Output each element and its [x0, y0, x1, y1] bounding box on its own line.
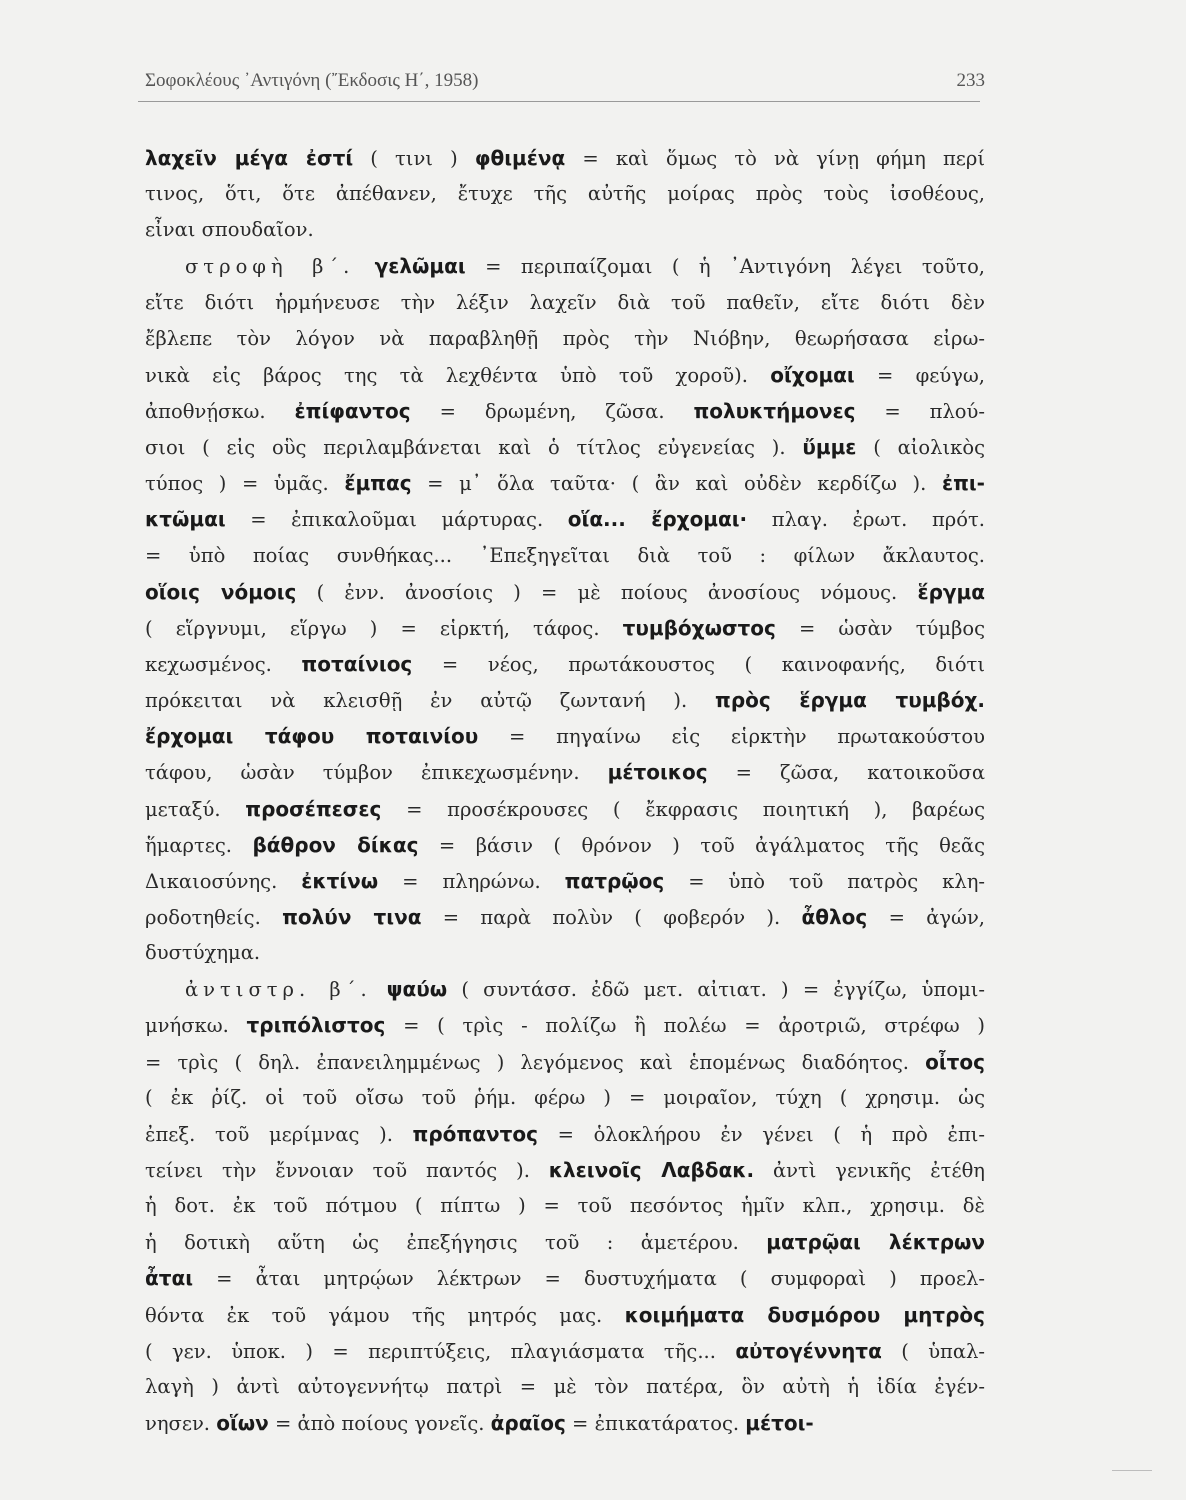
gloss: = τρὶς ( δηλ. ἐπανειλημμένως ) λεγόμενος καὶ ἑπομένως διαδόητος.	[145, 1050, 926, 1074]
lemma: ἐκτίνω	[301, 868, 379, 893]
lemma: ψαύω	[371, 977, 448, 1002]
gloss: μεταξύ.	[145, 797, 246, 821]
lemma: ἀραῖος	[490, 1410, 566, 1435]
lemma: αὐτογέννητα	[735, 1338, 882, 1363]
text-line	[145, 212, 985, 248]
text-line	[145, 646, 985, 682]
text-line	[145, 538, 985, 574]
text-line	[145, 1405, 985, 1441]
gloss: θόντα ἐκ τοῦ γάμου τῆς μητρός μας.	[145, 1303, 625, 1327]
header-rule	[138, 101, 980, 102]
gloss: = ὑπὸ ποίας συνθήκας... ᾿Επεξηγεῖται διὰ τοῦ : φίλων ἄκλαυτος.	[145, 543, 985, 567]
text-line	[145, 574, 985, 610]
gloss: = ( τρὶς - πολίζω ἢ πολέω = ἀροτριῶ, στρέφω )	[385, 1014, 985, 1038]
gloss: = ἀπὸ ποίους γονεῖς.	[268, 1411, 491, 1435]
lemma: τυμβόχωστος	[622, 615, 776, 640]
lemma: ποταίνιος	[301, 651, 413, 676]
gloss: = μ᾿ ὅλα ταῦτα· ( ἂν καὶ οὐδὲν κερδίζω ).	[411, 472, 942, 496]
gloss: σιοι ( εἰς οὓς περιλαμβάνεται καὶ ὁ τίτλος εὐγενείας ).	[145, 436, 803, 460]
gloss: πρόκειται νὰ κλεισθῇ ἐν αὐτῷ ζωντανή ).	[145, 689, 716, 713]
text-line	[145, 248, 985, 284]
gloss: τάφου, ὡσὰν τύμβον ἐπικεχωσμένην.	[145, 761, 608, 785]
text-line	[145, 1224, 985, 1260]
lemma: ἆθλος	[801, 904, 868, 929]
lemma: κτῶμαι	[145, 507, 226, 532]
text-line	[145, 610, 985, 646]
running-head	[145, 70, 985, 92]
commentary-text	[145, 140, 985, 1441]
gloss: ἡ δοτ. ἐκ τοῦ πότμου ( πίπτω ) = τοῦ πεσόντος ἡμῖν κλπ., χρησιμ. δὲ	[145, 1194, 985, 1218]
text-line	[145, 1007, 985, 1043]
gloss: = ὁλοκλήρου ἐν γένει ( ἡ πρὸ ἐπι-	[537, 1122, 985, 1146]
text-line	[145, 285, 985, 321]
gloss: ροδοτηθείς.	[145, 905, 283, 929]
page-number: 233	[956, 70, 985, 91]
text-line	[145, 935, 985, 971]
gloss: = πηγαίνω εἰς εἱρκτὴν πρωτακούστου	[478, 725, 986, 749]
lemma: κοιμήματα δυσμόρου μητρὸς	[624, 1302, 985, 1327]
text-line	[145, 501, 985, 537]
text-line	[145, 1116, 985, 1152]
gloss: = ἀγών,	[867, 905, 986, 929]
lemma: τριπόλιστος	[246, 1013, 386, 1038]
lemma: οἴχομαι	[770, 362, 855, 387]
lemma: ὔμμε	[802, 435, 857, 460]
text-line	[145, 754, 985, 790]
gloss: ( ὑπαλ-	[881, 1339, 985, 1363]
text-line	[145, 1369, 985, 1405]
lemma: ἆται	[145, 1266, 194, 1291]
gloss: = καὶ ὅμως τὸ νὰ γίνῃ φήμη περί	[565, 147, 985, 170]
gloss: νικὰ εἰς βάρος της τὰ λεχθέντα ὑπὸ τοῦ χοροῦ).	[145, 363, 771, 387]
lemma: ἔρχομαι τάφου ποταινίου	[145, 724, 479, 749]
lemma: μέτοι-	[745, 1410, 814, 1435]
gloss: ἡ δοτικὴ αὕτη ὡς ἐπεξήγησις τοῦ : ἁμετέρου.	[145, 1231, 767, 1255]
gloss: = ὡσὰν τύμβος	[775, 616, 985, 640]
lemma: λαχεῖν μέγα ἐστί	[145, 146, 354, 170]
gloss: τύπος ) = ὑμᾶς.	[145, 472, 345, 496]
lemma: κλεινοῖς Λαβδακ.	[548, 1157, 755, 1182]
text-line	[145, 718, 985, 754]
lemma: πολύν τινα	[282, 904, 422, 929]
lemma: ἐπι-	[941, 471, 985, 496]
text-line	[145, 465, 985, 501]
text-line	[145, 1260, 985, 1296]
gloss: ( γεν. ὑποκ. ) = περιπτύξεις, πλαγιάσματα τῆς...	[145, 1339, 736, 1363]
gloss: ( ἐνν. ἀνοσίοις ) = μὲ ποίους ἀνοσίους νόμους.	[296, 580, 918, 604]
text-line	[145, 791, 985, 827]
lemma: βάθρον δίκας	[252, 832, 419, 857]
gloss: = πληρώνω.	[378, 869, 565, 893]
gloss: ἀποθνῄσκω.	[145, 399, 295, 423]
section-label: στροφὴ β΄.	[185, 255, 355, 279]
lemma: γελῶμαι	[354, 254, 466, 279]
text-line	[145, 863, 985, 899]
gloss: ( συντάσσ. ἐδῶ μετ. αἰτιατ. ) = ἐγγίζω, ὑπομι-	[447, 978, 986, 1002]
gloss: = ἐπικατάρατος.	[565, 1411, 746, 1435]
lemma: οἵοις νόμοις	[145, 579, 297, 604]
text-line	[145, 1333, 985, 1369]
gloss: = φεύγω,	[854, 363, 985, 387]
gloss: μνήσκω.	[145, 1014, 247, 1038]
section-label: ἀντιστρ. β΄.	[185, 978, 372, 1002]
text-line	[145, 682, 985, 718]
text-line	[145, 357, 985, 393]
scan-mark	[1112, 1470, 1152, 1471]
gloss: = περιπαίζομαι ( ἡ ᾿Αντιγόνη λέγει τοῦτο,	[465, 255, 986, 279]
gloss: ἔβλεπε τὸν λόγον νὰ παραβληθῇ πρὸς τὴν Νιόβην, θεωρήσασα εἰρω-	[145, 326, 985, 350]
gloss: ἀντὶ γενικῆς ἐτέθη	[754, 1158, 985, 1182]
lemma: ἕργμα	[917, 579, 985, 604]
lemma: ἔμπας	[344, 471, 412, 496]
gloss: = ζῶσα, κατοικοῦσα	[707, 761, 985, 785]
gloss: = προσέκρουσες ( ἔκφρασις ποιητική ), βαρέως	[381, 797, 985, 821]
gloss: ( εἵργνυμι, εἵργω ) = εἱρκτή, τάφος.	[145, 616, 623, 640]
text-line	[145, 321, 985, 357]
lemma: μέτοικος	[607, 760, 708, 785]
text-line	[145, 1044, 985, 1080]
text-line	[145, 899, 985, 935]
gloss: = δρωμένη, ζῶσα.	[410, 399, 694, 423]
gloss: = ἐπικαλοῦμαι μάρτυρας.	[225, 508, 568, 532]
text-line	[145, 176, 985, 212]
lemma: πρόπαντος	[412, 1121, 538, 1146]
gloss: δυστύχημα.	[145, 941, 261, 965]
lemma: ἐπίφαντος	[294, 398, 411, 423]
lemma: οἵα... ἔρχομαι·	[567, 507, 748, 532]
lemma: πρὸς ἕργμα τυμβόχ.	[715, 688, 985, 713]
text-line	[145, 429, 985, 465]
gloss: πλαγ. ἐρωτ. πρότ.	[747, 508, 985, 532]
lemma: φθιμένᾳ	[474, 146, 566, 170]
lemma: οἶτος	[925, 1049, 985, 1074]
gloss: ( τινι )	[353, 147, 475, 170]
gloss: νησεν.	[145, 1411, 217, 1435]
text-line	[145, 827, 985, 863]
gloss: Δικαιοσύνης.	[145, 869, 302, 893]
gloss: = ὑπὸ τοῦ πατρὸς κλη-	[664, 869, 985, 893]
gloss: τείνει τὴν ἔννοιαν τοῦ παντός ).	[145, 1158, 549, 1182]
gloss: = πλού-	[855, 399, 985, 423]
text-line	[145, 1152, 985, 1188]
gloss: ( αἰολικὸς	[856, 436, 985, 460]
lemma: οἵων	[216, 1410, 269, 1435]
text-line	[145, 140, 985, 176]
gloss: = ἆται μητρῴων λέκτρων = δυστυχήματα ( συμφοραὶ ) προελ-	[193, 1267, 985, 1291]
lemma: ματρῷαι λέκτρων	[766, 1230, 986, 1255]
gloss: = νέος, πρωτάκουστος ( καινοφανής, διότι	[412, 652, 985, 676]
gloss: τινος, ὅτι, ὅτε ἀπέθανεν, ἔτυχε τῆς αὐτῆς μοίρας πρὸς τοὺς ἰσοθέους,	[145, 182, 985, 206]
gloss: λαγὴ ) ἀντὶ αὐτογεννήτῳ πατρὶ = μὲ τὸν πατέρα, ὃν αὐτὴ ἡ ἰδία ἐγέν-	[145, 1374, 985, 1398]
text-line	[145, 393, 985, 429]
gloss: ( ἐκ ῥίζ. οἱ τοῦ οἴσω τοῦ ῥήμ. φέρω ) = μοιραῖον, τύχη ( χρησιμ. ὡς	[145, 1085, 985, 1109]
gloss: = παρὰ πολὺν ( φοβερόν ).	[421, 905, 802, 929]
gloss: εἴτε διότι ἡρμήνευσε τὴν λέξιν λαχεῖν διὰ τοῦ παθεῖν, εἴτε διότι δὲν	[145, 290, 985, 314]
running-title: Σοφοκλέους ᾿Αντιγόνη (῎Εκδοσις Η΄, 1958)	[145, 70, 479, 91]
gloss: ἥμαρτες.	[145, 833, 253, 857]
text-line	[145, 971, 985, 1007]
lemma: προσέπεσες	[245, 796, 382, 821]
text-line	[145, 1080, 985, 1116]
gloss: ἐπεξ. τοῦ μερίμνας ).	[145, 1122, 413, 1146]
text-line	[145, 1188, 985, 1224]
gloss: εἶναι σπουδαῖον.	[145, 218, 314, 242]
lemma: πατρῷος	[564, 868, 665, 893]
gloss: κεχωσμένος.	[145, 652, 302, 676]
text-line	[145, 1297, 985, 1333]
lemma: πολυκτήμονες	[693, 398, 856, 423]
gloss: = βάσιν ( θρόνον ) τοῦ ἀγάλματος τῆς θεᾶς	[418, 833, 986, 857]
